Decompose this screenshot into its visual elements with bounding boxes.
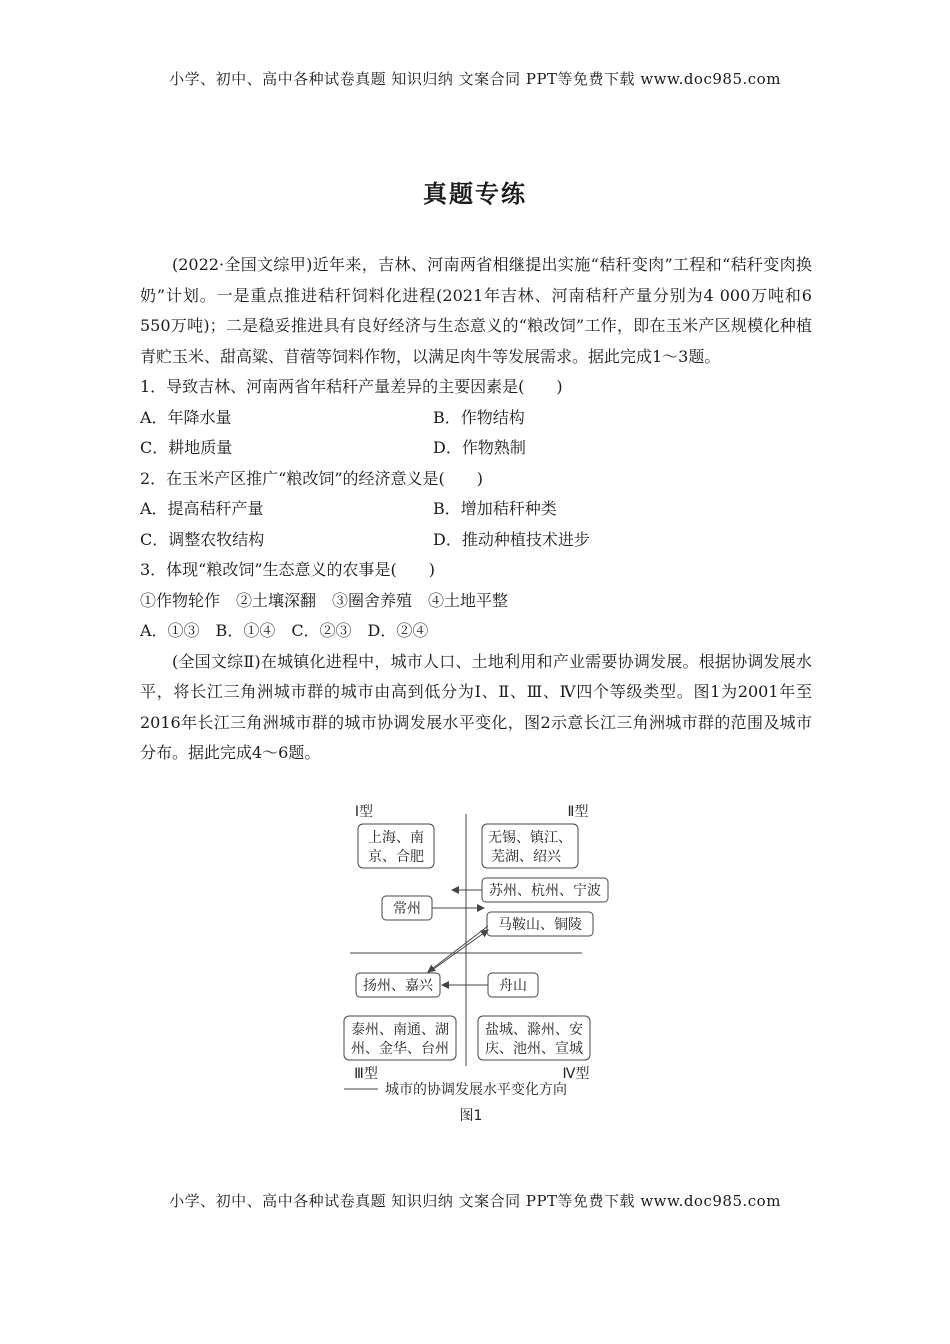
question-2-stem: 2．在玉米产区推广“粮改饲”的经济意义是( ) xyxy=(140,468,484,488)
box-type3-line1: 泰州、南通、湖 xyxy=(351,1022,449,1038)
question-3-items: ①作物轮作 ②土壤深翻 ③圈舍养殖 ④土地平整 xyxy=(140,590,509,610)
box-type4-line1: 盐城、滁州、安 xyxy=(485,1022,583,1038)
box-type2-line2: 芜湖、绍兴 xyxy=(491,849,561,865)
q1-option-a: A．年降水量 xyxy=(140,407,232,427)
question-3-options: A．①③ B．①④ C．②③ D．②④ xyxy=(140,621,429,640)
question-3-stem: 3．体现“粮改饲”生态意义的农事是( ) xyxy=(140,560,436,579)
page-header: 小学、初中、高中各种试卷真题 知识归纳 文案合同 PPT等免费下载 www.doc985.com xyxy=(169,70,781,88)
q1-option-d: D．作物熟制 xyxy=(433,438,526,457)
arrow-maanshan-to-type3 xyxy=(428,926,488,972)
label-type1: Ⅰ型 xyxy=(354,804,374,820)
label-type3: Ⅲ型 xyxy=(354,1066,378,1082)
box-changzhou-text: 常州 xyxy=(393,901,421,917)
box-type4-line2: 庆、池州、宣城 xyxy=(485,1041,583,1057)
box-zhoushan-text: 舟山 xyxy=(499,978,527,994)
figure-1-diagram xyxy=(336,800,616,1130)
question-1-options-row-1 xyxy=(140,403,812,434)
content-body xyxy=(140,250,812,769)
question-2-options-row-2 xyxy=(140,525,812,556)
page-footer: 小学、初中、高中各种试卷真题 知识归纳 文案合同 PPT等免费下载 www.doc985.com xyxy=(169,1192,781,1210)
q2-option-c: C．调整农牧结构 xyxy=(140,529,265,549)
label-type4: Ⅳ型 xyxy=(562,1066,590,1082)
page-title: 真题专练 xyxy=(423,180,527,208)
label-type2: Ⅱ型 xyxy=(567,804,589,820)
box-yangzhou-text: 扬州、嘉兴 xyxy=(363,978,433,994)
question-2-options-row-1 xyxy=(140,494,812,525)
q1-option-b: B．作物结构 xyxy=(433,407,525,427)
box-type2-line1: 无锡、镇江、 xyxy=(488,830,572,846)
question-1-options-row-2 xyxy=(140,433,812,464)
arrow-yangzhou-to-type2 xyxy=(428,930,488,973)
q2-option-b: B．增加秸秆种类 xyxy=(433,499,557,518)
figure-caption: 图1 xyxy=(459,1108,483,1124)
box-maanshan-text: 马鞍山、铜陵 xyxy=(498,917,582,933)
box-type1-line1: 上海、南 xyxy=(368,830,424,846)
box-type1-line2: 京、合肥 xyxy=(368,849,424,865)
legend-text: 城市的协调发展水平变化方向 xyxy=(385,1082,567,1098)
q2-option-d: D．推动种植技术进步 xyxy=(433,529,590,549)
question-1-stem: 1．导致吉林、河南两省年秸秆产量差异的主要因素是( ) xyxy=(140,377,563,396)
intro-paragraph-1: (2022·全国文综甲)近年来，吉林、河南两省相继提出实施“秸秆变肉”工程和“秸秆变肉换奶”计划。一是重点推进秸秆饲料化进程(2021年吉林、河南秸秆产量分别为4 000万吨和6 550万吨)；二是稳妥推进具有良好经济与生态意义的“粮改饲”工作，即在玉米产区规模化种植青贮玉米、甜高粱、苜蓿等饲料作物，以满足肉牛等发展需求。据此完成1～3题。 xyxy=(140,255,812,366)
intro-paragraph-2: (全国文综Ⅱ)在城镇化进程中，城市人口、土地利用和产业需要协调发展。根据协调发展水平，将长江三角洲城市群的城市由高到低分为Ⅰ、Ⅱ、Ⅲ、Ⅳ四个等级类型。图1为2001年至2016年长江三角洲城市群的城市协调发展水平变化，图2示意长江三角洲城市群的范围及城市分布。据此完成4～6题。 xyxy=(140,651,812,762)
box-type3-line2: 州、金华、台州 xyxy=(351,1041,449,1057)
q1-option-c: C．耕地质量 xyxy=(140,438,233,457)
q2-option-a: A．提高秸秆产量 xyxy=(140,499,264,518)
box-suzhou-text: 苏州、杭州、宁波 xyxy=(489,883,601,899)
